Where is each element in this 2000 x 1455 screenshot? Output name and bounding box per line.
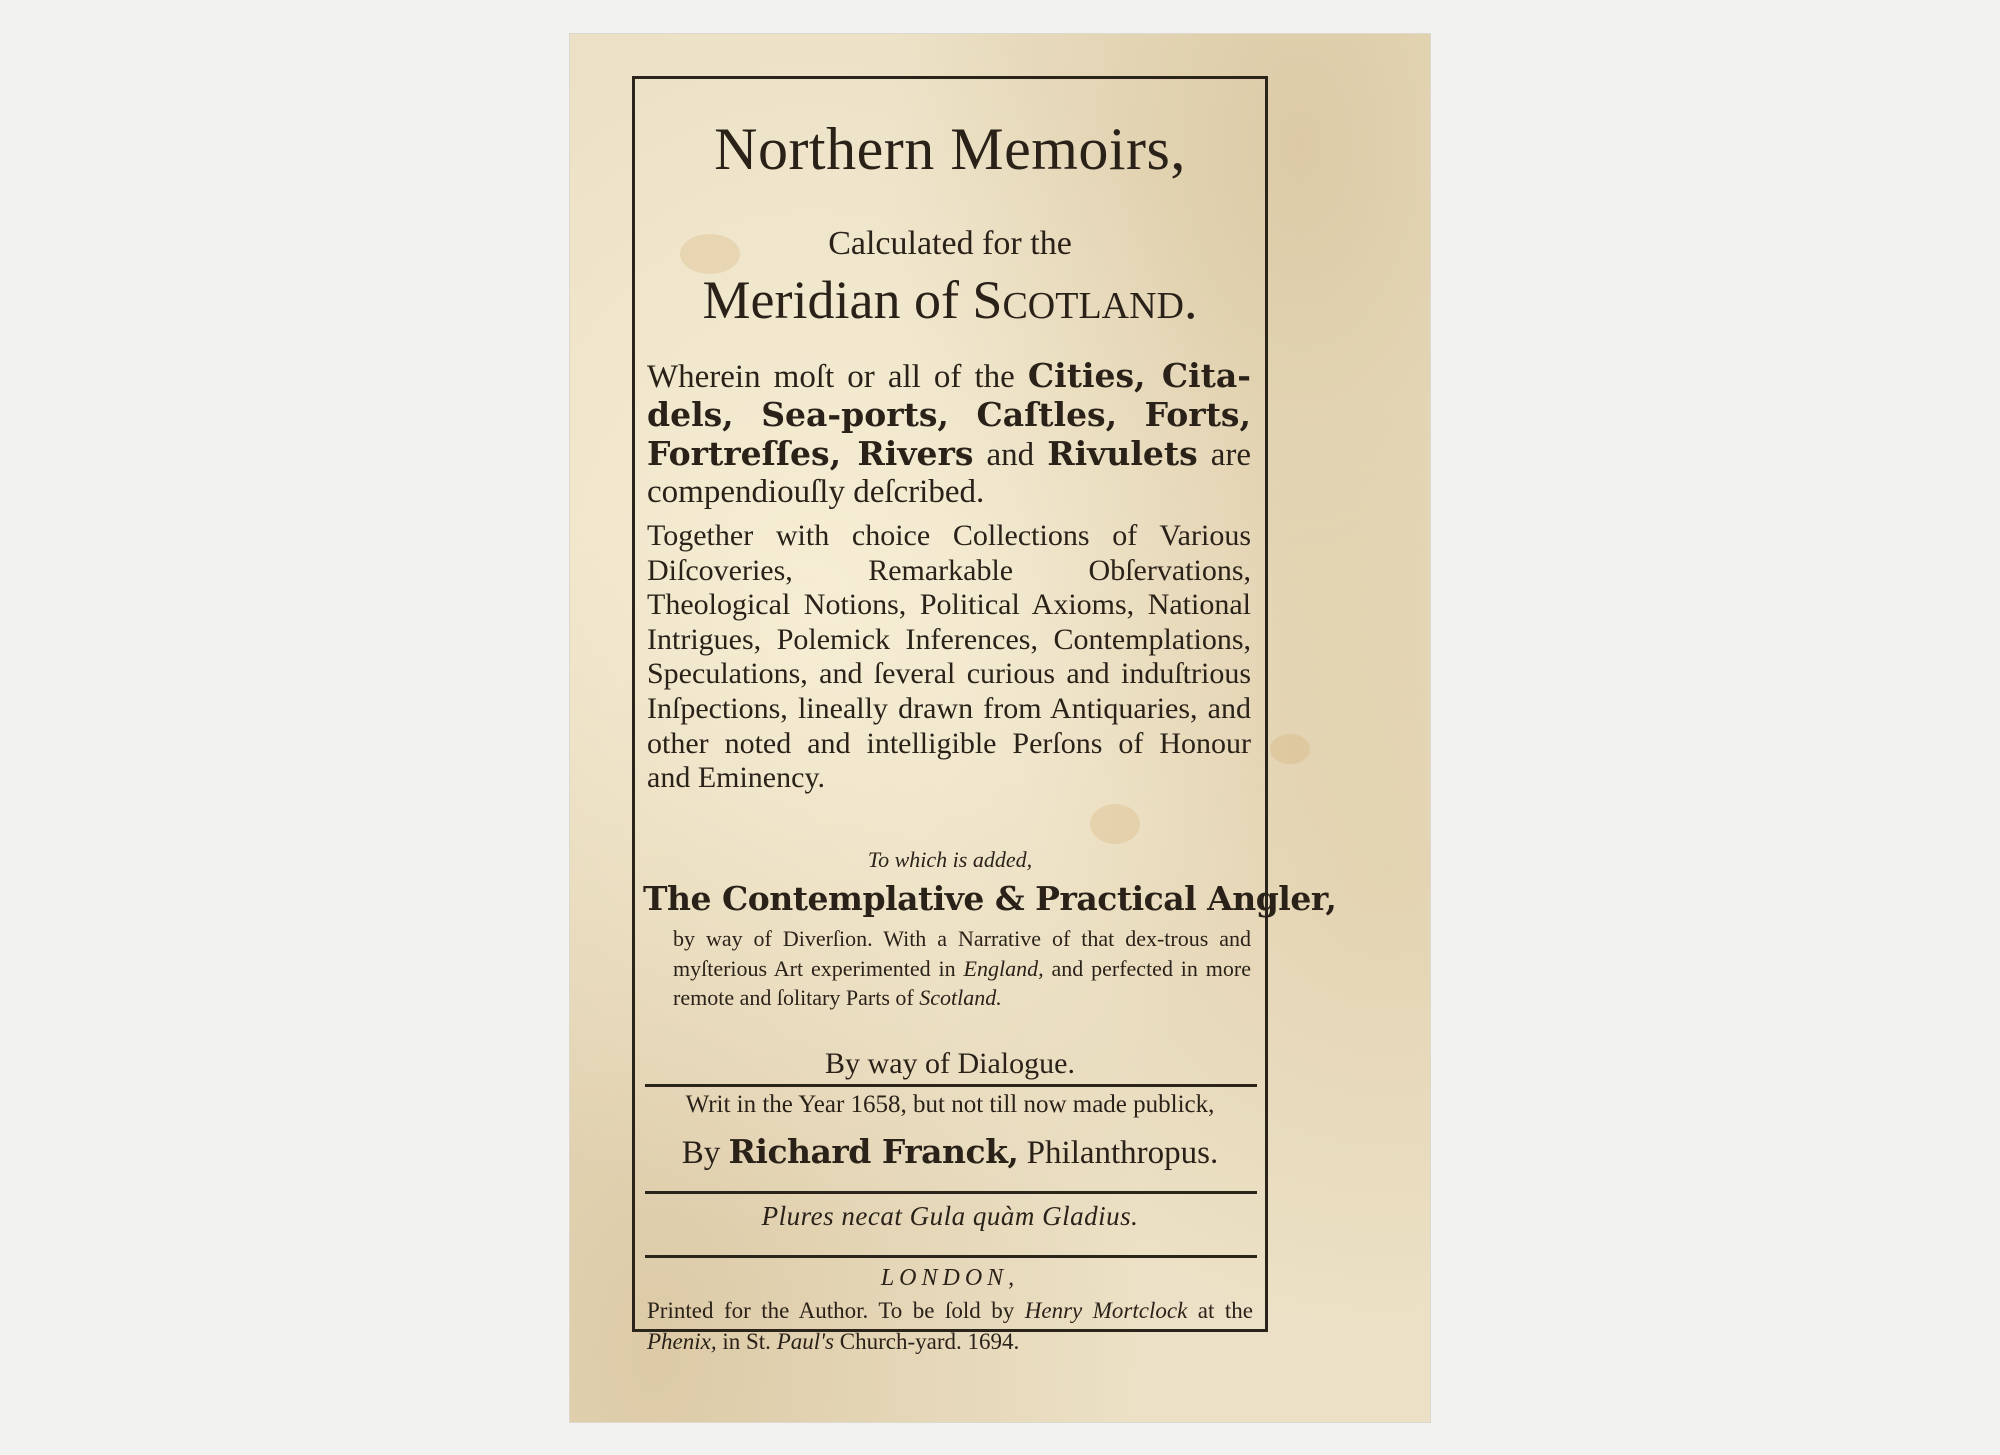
divider-rule — [645, 1191, 1257, 1194]
collections-paragraph: Together with choice Collections of Various Diſcoveries, Remarkable Obſervations, Theological Notions, Political Axioms, National Intrigues, Polemick Inferences, Contemplations, Speculations, and ſeveral curious and induſtrious Inſpections, lineally drawn from Antiquaries, and other noted and intelligible Perſons of Honour and Eminency. — [647, 519, 1251, 795]
latin-motto: Plures necat Gula quàm Gladius. — [761, 1201, 1139, 1231]
to-which-added: To which is added, — [867, 847, 1033, 872]
imprint-part: Printed for the Author. To be ſold by — [647, 1298, 1025, 1323]
description-text: Wherein moſt or all of the — [647, 359, 1028, 395]
imprint-part: in St. — [716, 1329, 777, 1354]
byline-rest: Philanthropus. — [1018, 1135, 1219, 1171]
angler-title: The Contemplative & Practical Angler, — [643, 879, 1337, 918]
divider-rule — [645, 1255, 1257, 1258]
angler-italic: England, — [963, 955, 1044, 981]
angler-text: by way of Diverſion. With a Narrative of that dex-trous and myſterious Art experimented in — [673, 926, 1251, 981]
imprint-part: Church-yard. 1694. — [834, 1329, 1020, 1354]
by-way-of-dialogue: By way of Dialogue. — [825, 1047, 1075, 1080]
description-text: are compendiouſly deſcribed. — [647, 437, 1251, 510]
subtitle-line-1: Calculated for the — [828, 225, 1072, 262]
imprint-italic: Henry Mortclock — [1024, 1298, 1188, 1323]
imprint-part: at the — [1187, 1298, 1253, 1323]
imprint-italic: Paul's — [776, 1329, 834, 1354]
angler-description — [673, 924, 1251, 1013]
description-text: and — [973, 437, 1048, 473]
angler-text: and perfected in more remote and ſolitary Parts of — [673, 955, 1251, 1010]
angler-italic: Scotland. — [919, 985, 1002, 1010]
divider-rule — [645, 1084, 1257, 1087]
imprint-city: LONDON, — [880, 1265, 1020, 1291]
imprint-text — [647, 1295, 1253, 1357]
subtitle-scotland: Scotland. — [972, 270, 1198, 330]
title-page-sheet — [570, 34, 1430, 1422]
description-blackletter: Rivulets — [1047, 434, 1198, 473]
byline-by: By — [681, 1135, 729, 1171]
paper-stain — [1270, 734, 1310, 764]
description-paragraph — [647, 357, 1251, 511]
writ-line: Writ in the Year 1658, but not till now made publick, — [685, 1091, 1215, 1118]
book-title: Northern Memoirs, — [714, 116, 1186, 182]
author-name: Richard Franck, — [728, 1132, 1019, 1171]
subtitle-prefix: Meridian of — [702, 270, 973, 330]
imprint-italic: Phenix, — [647, 1329, 717, 1354]
description-blackletter: Cities, Cita-dels, Sea-ports, Caſtles, Forts, Fortreſſes, Rivers — [647, 356, 1251, 473]
subtitle-line-2 — [635, 269, 1265, 331]
author-byline — [635, 1132, 1265, 1172]
title-page-border — [632, 76, 1337, 1354]
